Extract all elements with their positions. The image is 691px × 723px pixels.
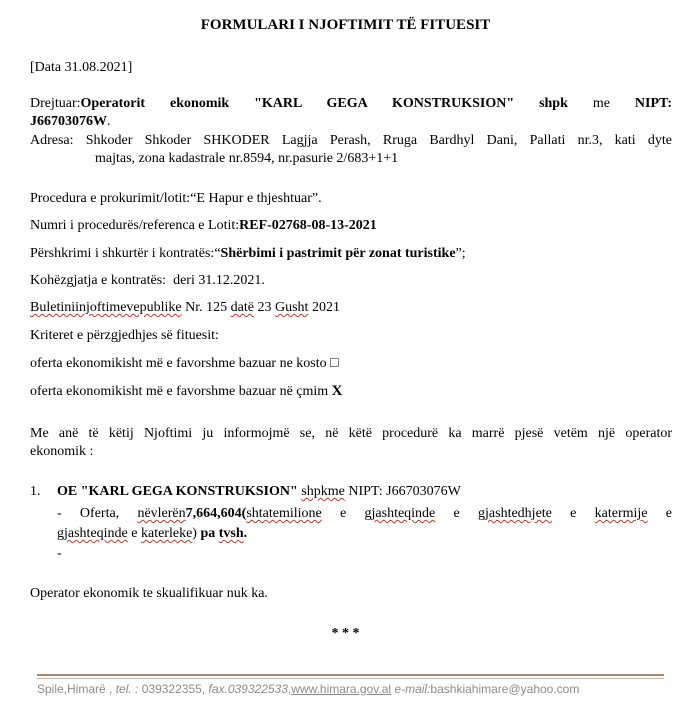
offer-e-3: e — [570, 506, 577, 521]
offer-words-3: gjashtedhjete — [478, 506, 552, 521]
description-close-quote: ”; — [455, 246, 466, 261]
bulletin-date-word: datë — [230, 300, 254, 315]
recipient-operator: Operatorit ekonomik "KARL GEGA KONSTRUKSION" shpk — [80, 96, 568, 111]
description-line — [30, 246, 466, 262]
footer-fax: fax.039322533 — [208, 682, 288, 696]
offer-close-paren: ) — [192, 526, 197, 541]
criteria-label: Kriteret e përzgjedhjes së fituesit: — [30, 328, 219, 343]
criteria-option-1 — [30, 356, 339, 372]
address-line-1: Adresa: Shkoder Shkoder SHKODER Lagjja Perash, Rruga Bardhyl Dani, Pallati nr.3, kati dyte — [30, 133, 672, 148]
address-line-2: majtas, zona kadastrale nr.8594, nr.pasurie 2/683+1+1 — [95, 151, 399, 166]
footer-divider-thin — [37, 678, 664, 679]
offer-e-4: e — [665, 506, 673, 521]
bulletin-day: 23 — [257, 300, 272, 315]
offer-tvsh: tvsh — [218, 526, 244, 541]
info-line-2: ekonomik : — [30, 444, 94, 459]
footer — [37, 682, 579, 696]
procedure-line — [30, 191, 322, 207]
footer-place: Spile,Himarë , — [37, 682, 113, 696]
checkbox-empty-icon: □ — [330, 356, 339, 371]
page-title: FORMULARI I NJOFTIMIT TË FITUESIT — [200, 17, 491, 33]
date: [Data 31.08.2021] — [30, 60, 133, 75]
bulletin-nr: Nr. 125 — [185, 300, 228, 315]
offer-words-4: katermije — [594, 506, 648, 521]
selected-x-mark: X — [331, 383, 343, 399]
recipient-nipt-label: NIPT: — [634, 96, 672, 111]
offer-prefix: - Oferta, — [57, 506, 120, 521]
procedure-label: Procedura e prokurimit/lotit: — [30, 191, 191, 206]
description-label: Përshkrimi i shkurtër i kontratës: — [30, 246, 215, 261]
recipient-nipt: J66703076W — [30, 114, 107, 129]
offer-word: nëvlerën — [137, 506, 186, 521]
footer-email[interactable]: bashkiahimare@yahoo.com — [430, 682, 580, 696]
duration-line — [30, 273, 265, 289]
description-value: Shërbimi i pastrimit për zonat turistike — [220, 246, 456, 261]
winner-offer-line-1 — [57, 506, 672, 522]
reference-label: Numri i procedurës/referenca e Lotit: — [30, 218, 240, 233]
offer-end: . — [243, 526, 248, 541]
criteria-option-2 — [30, 383, 343, 400]
reference-line — [30, 218, 377, 234]
criteria-option-2-label: oferta ekonomikisht më e favorshme bazuar në çmim — [30, 384, 329, 399]
recipient-me: me — [592, 96, 610, 111]
duration-value: deri 31.12.2021. — [173, 273, 265, 288]
stars-separator: * * * — [331, 626, 360, 641]
winner-line — [57, 484, 461, 500]
offer-words-5: gjashteqinde — [57, 526, 128, 541]
offer-e-2: e — [453, 506, 460, 521]
offer-words-2: gjashteqinde — [364, 506, 436, 521]
duration-label: Kohëzgjatja e kontratës: — [30, 273, 167, 288]
offer-pa: pa — [200, 526, 216, 541]
footer-email-label: e-mail: — [394, 682, 431, 696]
procedure-value: “E Hapur e thjeshtuar”. — [190, 191, 322, 206]
reference-value: REF-02768-08-13-2021 — [239, 218, 377, 233]
winner-number: 1. — [30, 484, 41, 499]
recipient-prefix: Drejtuar: — [30, 96, 81, 111]
disqualified-note: Operator ekonomik te skualifikuar nuk ka. — [30, 586, 268, 601]
winner-name: OE "KARL GEGA KONSTRUKSION" — [57, 484, 298, 499]
recipient-line — [30, 96, 672, 112]
footer-tel-label: tel. : — [115, 682, 139, 696]
winner-dash: - — [57, 546, 62, 561]
bulletin-year: 2021 — [311, 300, 340, 315]
offer-words-1: shtatemilione — [246, 506, 322, 521]
recipient-period: . — [107, 114, 111, 129]
info-line-1: Me anë të këtij Njoftimi ju informojmë se, në këtë procedurë ka marrë pjesë vetëm një operator — [30, 426, 672, 441]
winner-shpkme: shpkme — [301, 484, 345, 499]
footer-website[interactable]: www.himara.gov.al — [291, 682, 392, 696]
footer-sep: , — [287, 682, 292, 696]
offer-e-5: e — [131, 526, 138, 541]
winner-offer-line-2 — [57, 526, 247, 542]
bulletin-month: Gusht — [274, 300, 309, 315]
offer-words-6: katerleke — [140, 526, 193, 541]
description-open-quote: “ — [214, 246, 221, 261]
criteria-option-1-label: oferta ekonomikisht më e favorshme bazuar ne kosto — [30, 356, 327, 371]
winner-nipt: NIPT: J66703076W — [348, 484, 461, 499]
recipient-nipt-line — [30, 114, 111, 130]
offer-e-1: e — [340, 506, 347, 521]
footer-tel: 039322355, — [141, 682, 206, 696]
bulletin-label: Buletiniinjoftimevepublike — [30, 300, 182, 315]
footer-divider — [37, 674, 664, 676]
offer-amount: 7,664,604( — [185, 506, 247, 521]
bulletin-line — [30, 300, 340, 316]
